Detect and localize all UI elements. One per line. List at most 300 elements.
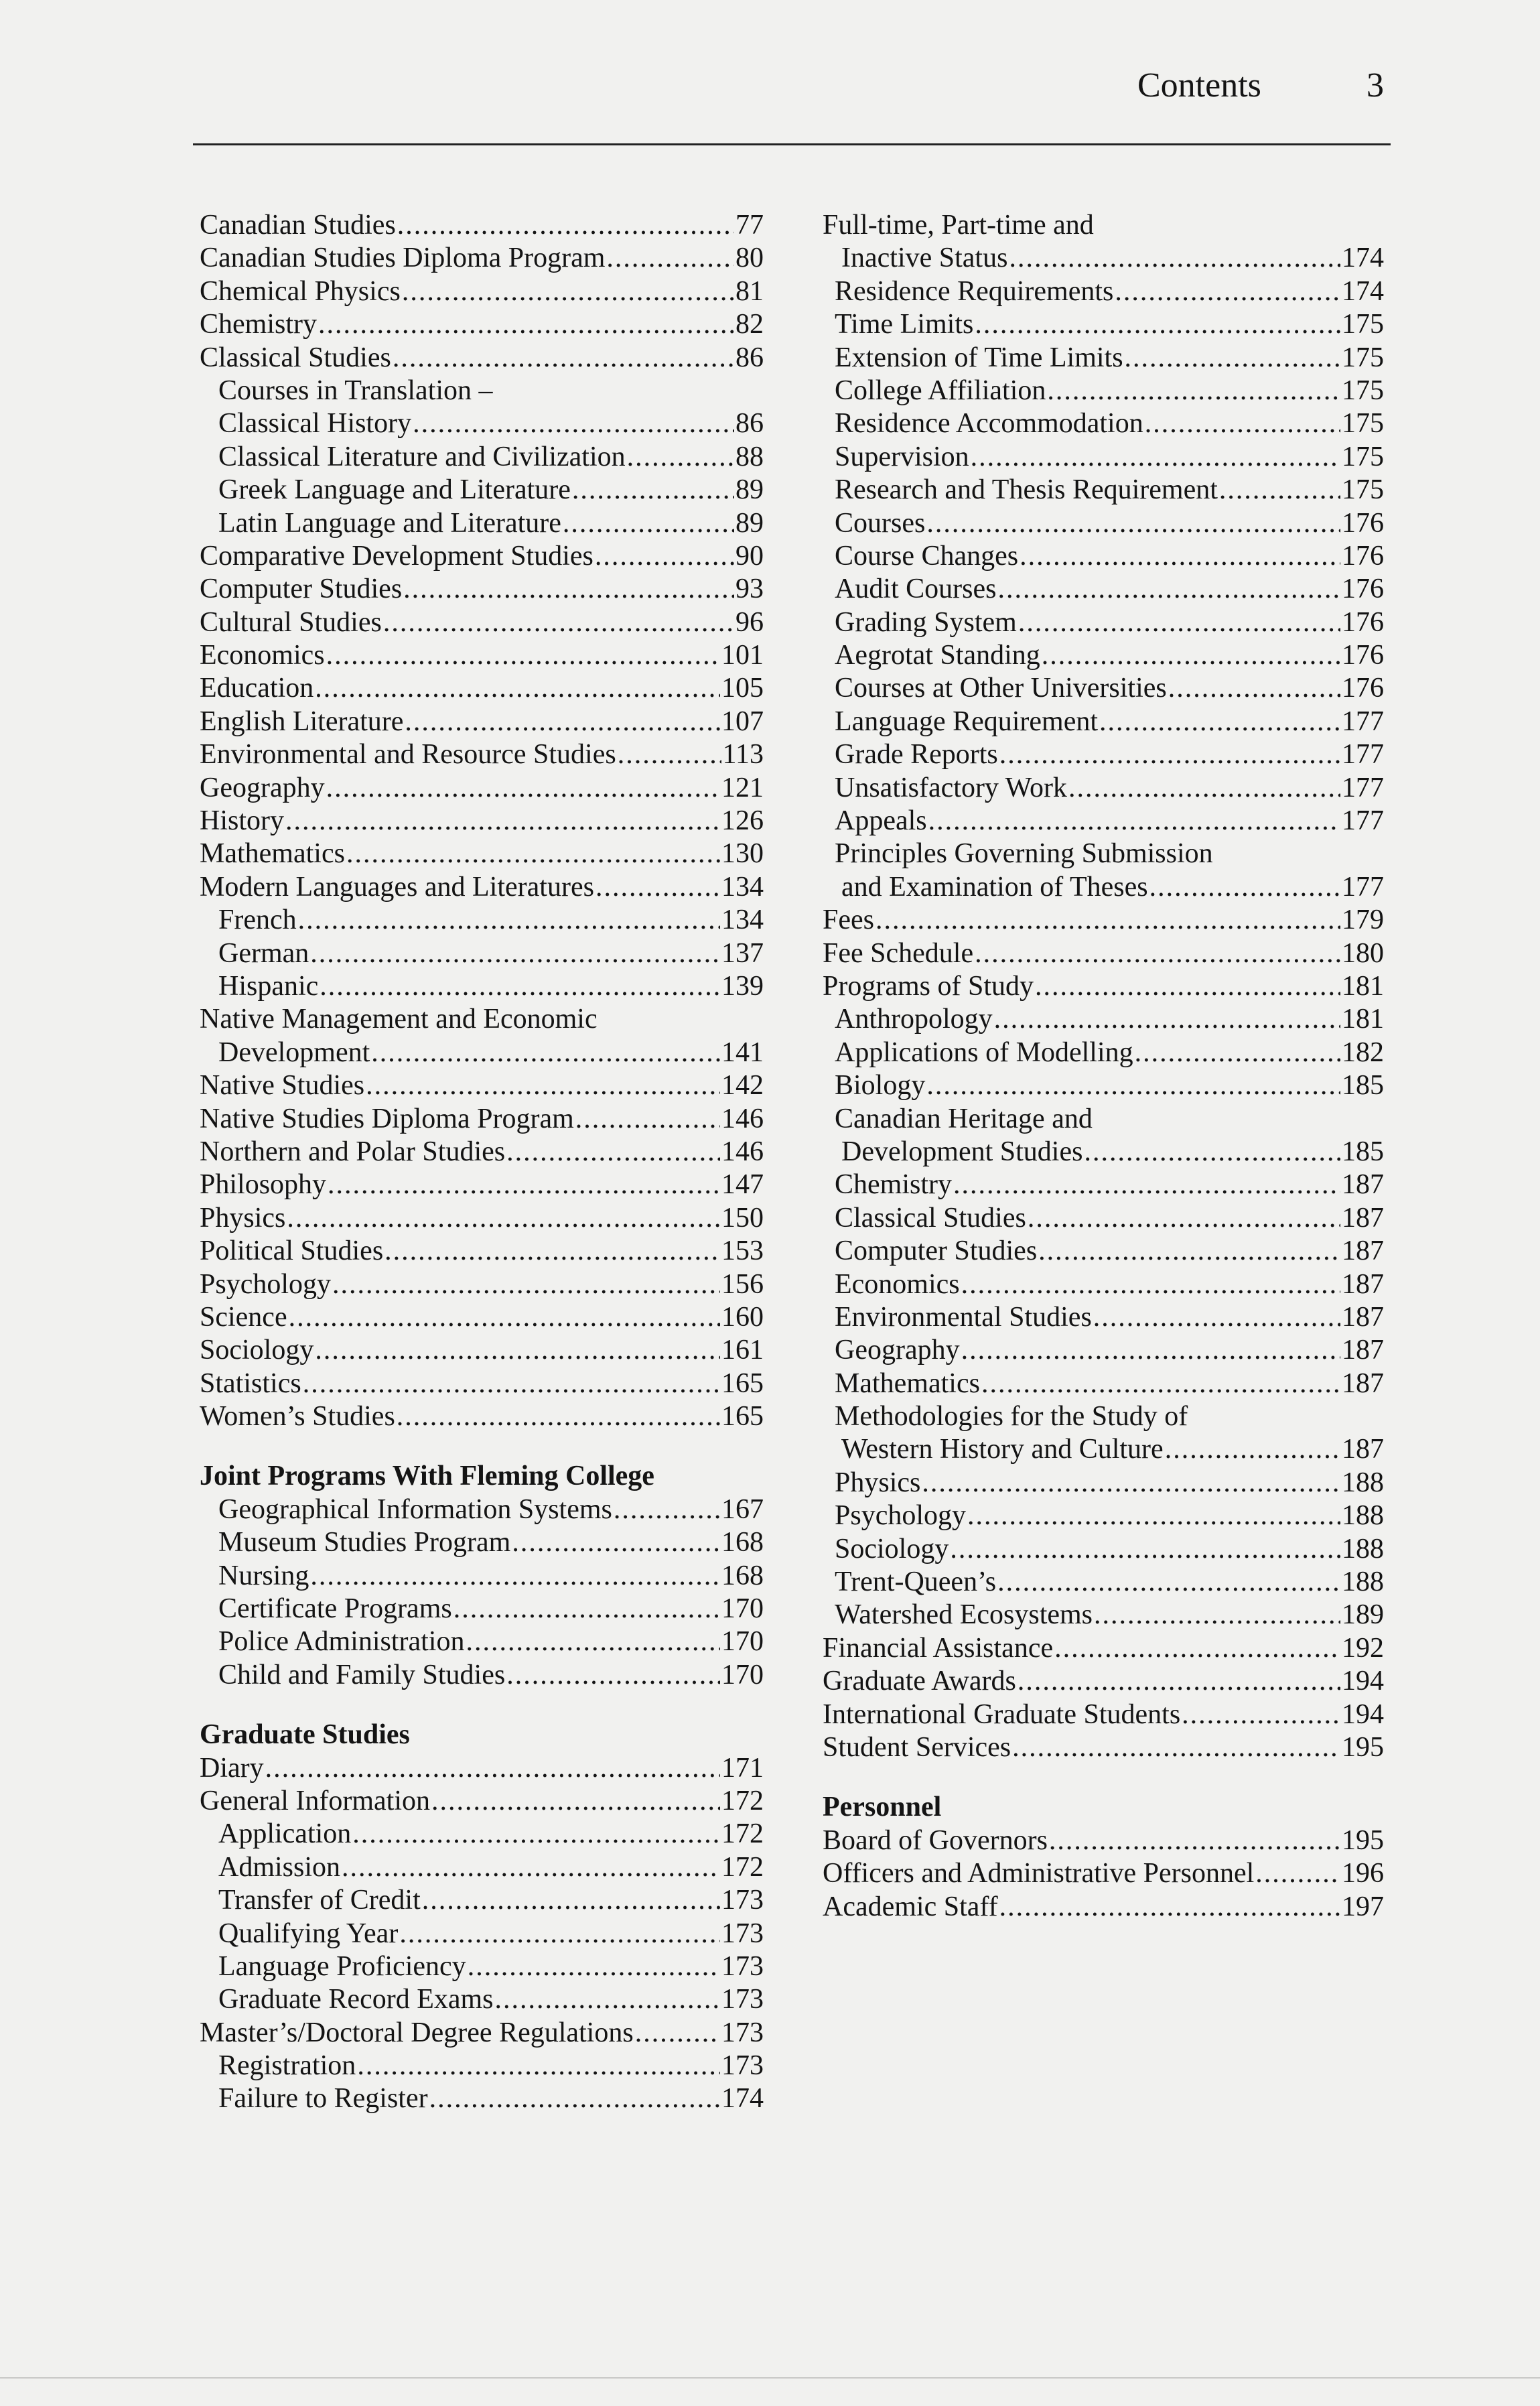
toc-entry-label: Aegrotat Standing	[835, 640, 1040, 671]
dot-leader	[1012, 1731, 1340, 1764]
dot-leader	[922, 1467, 1340, 1499]
toc-entry	[200, 2050, 764, 2082]
toc-entry-label: Admission	[218, 1851, 341, 1883]
dot-leader	[1047, 375, 1340, 407]
toc-entry-label: Language Requirement	[835, 706, 1099, 737]
dot-leader	[402, 275, 734, 308]
dot-leader	[310, 1560, 720, 1593]
dot-leader	[399, 1918, 720, 1950]
toc-entry-label: Certificate Programs	[218, 1593, 452, 1625]
toc-entry	[823, 1698, 1384, 1731]
toc-entry-label: Officers and Administrative Personnel	[823, 1858, 1255, 1889]
toc-entry	[200, 275, 764, 308]
toc-entry	[200, 242, 764, 275]
toc-entry	[823, 1367, 1384, 1400]
section-gap	[823, 1764, 1384, 1791]
toc-entry	[200, 1560, 764, 1593]
section-heading: Personnel	[823, 1792, 942, 1823]
toc-entry	[823, 738, 1384, 771]
dot-leader	[346, 838, 720, 870]
toc-entry-label: French	[218, 905, 297, 936]
dot-leader	[453, 1593, 720, 1625]
dot-leader	[971, 441, 1340, 474]
dot-leader	[1054, 1632, 1340, 1665]
toc-entry-label: Mathematics	[835, 1367, 980, 1399]
toc-entry-label: Statistics	[200, 1367, 301, 1399]
toc-entry	[823, 1334, 1384, 1367]
toc-entry-label: General Information	[200, 1785, 431, 1816]
toc-entry	[823, 1202, 1384, 1235]
toc-entry	[200, 871, 764, 904]
toc-entry-label: Language Proficiency	[218, 1950, 466, 1982]
dot-leader	[981, 1367, 1340, 1400]
toc-entry-label: Course Changes	[835, 540, 1019, 572]
toc-entry-page: 139	[721, 970, 764, 1002]
toc-entry	[200, 441, 764, 474]
toc-entry-label: Science	[200, 1301, 287, 1333]
toc-entry-label: Board of Governors	[823, 1824, 1048, 1856]
dot-leader	[997, 1566, 1340, 1599]
toc-entry	[200, 342, 764, 375]
toc-entry-page: 175	[1342, 408, 1384, 440]
toc-entry	[823, 1824, 1384, 1857]
toc-entry	[200, 970, 764, 1003]
dot-leader	[413, 407, 734, 440]
toc-entry-page: 88	[736, 441, 764, 472]
toc-entry	[200, 706, 764, 738]
toc-entry-page: 130	[721, 838, 764, 870]
toc-entry	[823, 1103, 1384, 1136]
toc-entry-label: and Examination of Theses	[841, 871, 1148, 903]
dot-leader	[1049, 1824, 1340, 1857]
contents-right-column	[823, 209, 1384, 1924]
toc-entry-label: Philosophy	[200, 1169, 327, 1201]
toc-entry-page: 173	[721, 1984, 764, 2015]
toc-entry-page: 194	[1342, 1666, 1384, 1697]
toc-entry	[200, 1268, 764, 1301]
toc-entry-label: Native Management and Economic	[200, 1004, 598, 1035]
dot-leader	[422, 1884, 720, 1917]
toc-entry-label: International Graduate Students	[823, 1698, 1181, 1730]
toc-entry	[823, 772, 1384, 805]
toc-entry-page: 172	[721, 1851, 764, 1883]
toc-entry-page: 134	[721, 905, 764, 936]
toc-entry	[200, 1818, 764, 1851]
toc-entry-page: 187	[1342, 1235, 1384, 1267]
dot-leader	[287, 1202, 720, 1235]
dot-leader	[563, 507, 734, 540]
toc-entry-label: Economics	[835, 1268, 960, 1300]
toc-entry-page: 185	[1342, 1136, 1384, 1167]
toc-entry-label: Audit Courses	[835, 574, 997, 605]
dot-leader	[468, 1950, 720, 1983]
toc-entry-label: Fee Schedule	[823, 937, 974, 969]
toc-entry-page: 86	[736, 408, 764, 440]
toc-entry	[823, 706, 1384, 738]
toc-entry-page: 175	[1342, 474, 1384, 506]
toc-entry-label: Fees	[823, 905, 874, 936]
toc-entry-label: Biology	[835, 1070, 926, 1101]
dot-leader	[961, 1268, 1340, 1301]
toc-entry-page: 121	[721, 772, 764, 803]
toc-entry-page: 96	[736, 606, 764, 638]
dot-leader	[1018, 1665, 1340, 1698]
toc-entry	[200, 639, 764, 672]
toc-entry-page: 177	[1342, 772, 1384, 803]
toc-entry-label: German	[218, 937, 309, 969]
dot-leader	[403, 573, 734, 606]
toc-entry	[200, 1593, 764, 1625]
toc-entry-page: 174	[1342, 243, 1384, 274]
toc-entry-page: 147	[721, 1169, 764, 1201]
toc-entry	[823, 1168, 1384, 1201]
toc-entry-label: Master’s/Doctoral Degree Regulations	[200, 2017, 634, 2048]
toc-entry	[823, 1731, 1384, 1764]
toc-entry	[200, 1202, 764, 1235]
toc-entry-page: 153	[721, 1235, 764, 1267]
toc-entry-label: Sociology	[835, 1533, 949, 1564]
toc-entry-page: 185	[1342, 1070, 1384, 1101]
toc-entry-label: Student Services	[823, 1731, 1011, 1763]
dot-leader	[1135, 1037, 1340, 1069]
toc-entry-label: Geography	[200, 772, 325, 803]
toc-entry-page: 175	[1342, 441, 1384, 472]
toc-entry	[823, 1499, 1384, 1532]
toc-entry-label: Geography	[835, 1335, 960, 1366]
dot-leader	[1149, 871, 1340, 904]
section-gap	[200, 1433, 764, 1460]
toc-entry-label: Principles Governing Submission	[835, 838, 1213, 870]
toc-entry-page: 181	[1342, 1004, 1384, 1035]
toc-entry-label: Environmental and Resource Studies	[200, 739, 616, 771]
toc-entry-page: 180	[1342, 937, 1384, 969]
dot-leader	[926, 507, 1340, 540]
dot-leader	[975, 937, 1340, 970]
toc-entry-page: 179	[1342, 905, 1384, 936]
toc-entry	[200, 1168, 764, 1201]
dot-leader	[596, 871, 720, 904]
toc-entry	[823, 407, 1384, 440]
toc-entry	[823, 573, 1384, 606]
toc-entry-label: Appeals	[835, 805, 927, 837]
toc-entry-label: Diary	[200, 1752, 264, 1784]
toc-entry	[200, 1003, 764, 1036]
toc-entry-page: 194	[1342, 1698, 1384, 1730]
dot-leader	[618, 738, 721, 771]
toc-entry-page: 165	[721, 1367, 764, 1399]
toc-entry	[823, 540, 1384, 573]
toc-entry	[823, 1566, 1384, 1599]
dot-leader	[352, 1818, 720, 1851]
toc-entry-page: 197	[1342, 1891, 1384, 1922]
dot-leader	[635, 2017, 720, 2050]
toc-entry-page: 175	[1342, 309, 1384, 340]
toc-entry	[200, 1785, 764, 1818]
toc-entry-page: 89	[736, 507, 764, 539]
toc-entry	[823, 1467, 1384, 1499]
dot-leader	[999, 1891, 1340, 1924]
dot-leader	[572, 474, 734, 507]
toc-entry	[200, 1752, 764, 1785]
toc-entry-page: 170	[721, 1626, 764, 1658]
toc-entry	[823, 1037, 1384, 1069]
toc-entry-label: Supervision	[835, 441, 969, 472]
toc-entry-label: Residence Accommodation	[835, 408, 1143, 440]
toc-entry-page: 177	[1342, 871, 1384, 903]
toc-entry-page: 90	[736, 540, 764, 572]
dot-leader	[1182, 1698, 1340, 1731]
toc-entry	[200, 937, 764, 970]
toc-entry	[823, 342, 1384, 375]
toc-entry-label: Registration	[218, 2050, 356, 2082]
dot-leader	[393, 342, 734, 375]
toc-entry	[823, 805, 1384, 838]
dot-leader	[1018, 606, 1340, 639]
toc-entry-page: 187	[1342, 1335, 1384, 1366]
toc-entry	[200, 308, 764, 341]
toc-entry-page: 172	[721, 1785, 764, 1816]
toc-entry-label: Transfer of Credit	[218, 1885, 421, 1916]
toc-entry-page: 175	[1342, 342, 1384, 373]
dot-leader	[928, 805, 1340, 838]
toc-entry-page: 195	[1342, 1731, 1384, 1763]
toc-entry	[823, 871, 1384, 904]
footer-rule	[0, 2377, 1540, 2379]
toc-entry-page: 187	[1342, 1434, 1384, 1465]
toc-entry-label: Hispanic	[218, 970, 319, 1002]
toc-entry	[200, 1950, 764, 1983]
toc-entry	[823, 242, 1384, 275]
toc-entry-page: 113	[722, 739, 764, 771]
dot-leader	[315, 1334, 720, 1367]
dot-leader	[1042, 639, 1340, 672]
toc-entry	[823, 937, 1384, 970]
toc-entry-page: 168	[721, 1527, 764, 1558]
header-rule	[193, 143, 1391, 145]
dot-leader	[1084, 1136, 1340, 1168]
toc-entry-page: 160	[721, 1301, 764, 1333]
dot-leader	[298, 904, 720, 937]
toc-entry-page: 161	[721, 1335, 764, 1366]
dot-leader	[318, 308, 734, 341]
toc-entry	[823, 1069, 1384, 1102]
dot-leader	[1035, 970, 1340, 1003]
toc-entry	[823, 1599, 1384, 1631]
toc-entry-label: Nursing	[218, 1560, 309, 1591]
dot-leader	[1255, 1857, 1340, 1890]
toc-entry	[200, 209, 764, 242]
dot-leader	[495, 1983, 720, 2016]
toc-entry	[200, 1625, 764, 1658]
dot-leader	[926, 1069, 1340, 1102]
toc-entry-label: Anthropology	[835, 1004, 993, 1035]
toc-entry	[823, 1268, 1384, 1301]
dot-leader	[1009, 242, 1340, 275]
dot-leader	[575, 1103, 720, 1136]
toc-entry-page: 156	[721, 1268, 764, 1300]
toc-entry-label: Development Studies	[841, 1136, 1083, 1167]
toc-entry	[823, 672, 1384, 705]
toc-entry-label: Economics	[200, 640, 325, 671]
toc-entry	[823, 1665, 1384, 1698]
section-heading: Joint Programs With Fleming College	[200, 1461, 654, 1492]
toc-entry-label: Extension of Time Limits	[835, 342, 1123, 373]
toc-entry	[200, 738, 764, 771]
toc-entry-label: Education	[200, 673, 314, 704]
toc-entry-page: 82	[736, 309, 764, 340]
toc-entry-label: Methodologies for the Study of	[835, 1401, 1188, 1432]
toc-entry-page: 177	[1342, 805, 1384, 837]
toc-entry	[823, 275, 1384, 308]
dot-leader	[1020, 540, 1340, 573]
toc-entry-label: Political Studies	[200, 1235, 384, 1267]
toc-entry	[200, 2082, 764, 2115]
dot-leader	[384, 1235, 720, 1268]
dot-leader	[371, 1037, 720, 1069]
toc-entry-label: Courses	[835, 507, 926, 539]
dot-leader	[595, 540, 734, 573]
dot-leader	[961, 1334, 1340, 1367]
toc-entry-label: Development	[218, 1037, 370, 1068]
toc-entry-label: Watershed Ecosystems	[835, 1599, 1093, 1631]
dot-leader	[998, 573, 1341, 606]
toc-entry	[200, 672, 764, 705]
page-number: 3	[1367, 66, 1384, 105]
toc-entry-label: Chemical Physics	[200, 275, 401, 307]
toc-entry-page: 176	[1342, 540, 1384, 572]
toc-entry	[200, 1659, 764, 1692]
toc-entry-page: 172	[721, 1818, 764, 1850]
toc-entry-page: 150	[721, 1202, 764, 1233]
page-header	[0, 60, 1540, 147]
page-header-title: Contents	[1137, 66, 1261, 105]
toc-entry-page: 77	[736, 210, 764, 241]
dot-leader	[397, 1400, 720, 1433]
toc-entry	[200, 1235, 764, 1268]
toc-entry-page: 142	[721, 1070, 764, 1101]
toc-entry-label: Classical Studies	[200, 342, 391, 373]
toc-entry-page: 173	[721, 2050, 764, 2082]
dot-leader	[466, 1625, 720, 1658]
toc-entry-page: 137	[721, 937, 764, 969]
toc-entry-label: Qualifying Year	[218, 1918, 399, 1949]
toc-entry	[200, 1103, 764, 1136]
toc-entry-page: 177	[1342, 706, 1384, 737]
toc-entry-label: Academic Staff	[823, 1891, 998, 1922]
toc-entry-page: 173	[721, 1918, 764, 1949]
toc-entry	[200, 1069, 764, 1102]
dot-leader	[1038, 1235, 1340, 1268]
dot-leader	[326, 639, 720, 672]
toc-entry-label: Police Administration	[218, 1626, 465, 1658]
toc-entry-page: 80	[736, 243, 764, 274]
toc-entry	[200, 1983, 764, 2016]
toc-entry	[200, 805, 764, 838]
dot-leader	[1099, 706, 1340, 738]
toc-entry-label: Child and Family Studies	[218, 1659, 506, 1690]
toc-entry-label: Museum Studies Program	[218, 1527, 511, 1558]
toc-entry-label: English Literature	[200, 706, 404, 737]
dot-leader	[405, 706, 720, 738]
toc-entry-page: 146	[721, 1136, 764, 1167]
toc-entry-page: 134	[721, 871, 764, 903]
toc-entry-label: Classical Literature and Civilization	[218, 441, 626, 472]
toc-entry	[200, 772, 764, 805]
dot-leader	[328, 1168, 720, 1201]
toc-entry	[200, 375, 764, 407]
toc-entry-label: Computer Studies	[835, 1235, 1038, 1267]
toc-entry-label: Psychology	[835, 1500, 967, 1532]
toc-entry-page: 187	[1342, 1169, 1384, 1201]
dot-leader	[431, 1785, 720, 1818]
toc-entry	[200, 1851, 764, 1884]
toc-entry-label: College Affiliation	[835, 375, 1046, 406]
dot-leader	[606, 242, 734, 275]
toc-entry-page: 176	[1342, 507, 1384, 539]
toc-entry	[823, 1857, 1384, 1890]
dot-leader	[1115, 275, 1340, 308]
toc-entry-page: 188	[1342, 1566, 1384, 1598]
toc-entry-label: Latin Language and Literature	[218, 507, 561, 539]
dot-leader	[326, 772, 720, 805]
toc-entry-label: Financial Assistance	[823, 1632, 1054, 1664]
toc-entry-label: Grade Reports	[835, 739, 998, 771]
toc-entry-page: 165	[721, 1401, 764, 1432]
dot-leader	[1165, 1433, 1340, 1466]
toc-entry-page: 176	[1342, 673, 1384, 704]
toc-entry	[200, 1884, 764, 1917]
toc-entry-page: 187	[1342, 1367, 1384, 1399]
toc-entry	[823, 639, 1384, 672]
toc-entry	[823, 507, 1384, 540]
toc-entry-page: 174	[721, 2083, 764, 2115]
dot-leader	[1028, 1202, 1340, 1235]
toc-entry	[200, 904, 764, 937]
toc-entry-page: 188	[1342, 1467, 1384, 1498]
toc-entry	[823, 904, 1384, 937]
dot-leader	[265, 1752, 720, 1785]
toc-entry-page: 173	[721, 2017, 764, 2048]
toc-entry-label: Women’s Studies	[200, 1401, 395, 1432]
toc-entry-label: Applications of Modelling	[835, 1037, 1133, 1068]
toc-entry	[200, 1334, 764, 1367]
toc-entry	[200, 1037, 764, 1069]
dot-leader	[506, 1659, 720, 1692]
toc-entry	[823, 209, 1384, 242]
toc-entry-label: Trent-Queen’s	[835, 1566, 997, 1598]
dot-leader	[397, 209, 734, 242]
toc-entry-label: Comparative Development Studies	[200, 540, 593, 572]
toc-entry-label: Graduate Awards	[823, 1666, 1016, 1697]
toc-entry-page: 188	[1342, 1533, 1384, 1564]
toc-entry	[200, 1367, 764, 1400]
toc-entry-page: 86	[736, 342, 764, 373]
toc-entry-label: Environmental Studies	[835, 1301, 1092, 1333]
dot-leader	[342, 1851, 720, 1884]
toc-entry-page: 81	[736, 275, 764, 307]
toc-entry-page: 167	[721, 1493, 764, 1525]
dot-leader	[627, 441, 734, 474]
toc-entry-page: 107	[721, 706, 764, 737]
dot-leader	[614, 1493, 720, 1526]
toc-entry-page: 188	[1342, 1500, 1384, 1532]
toc-entry	[823, 1891, 1384, 1924]
toc-entry-label: Classical Studies	[835, 1202, 1026, 1233]
dot-leader	[310, 937, 720, 970]
toc-entry	[200, 1301, 764, 1334]
toc-entry-label: History	[200, 805, 284, 837]
dot-leader	[999, 738, 1340, 771]
